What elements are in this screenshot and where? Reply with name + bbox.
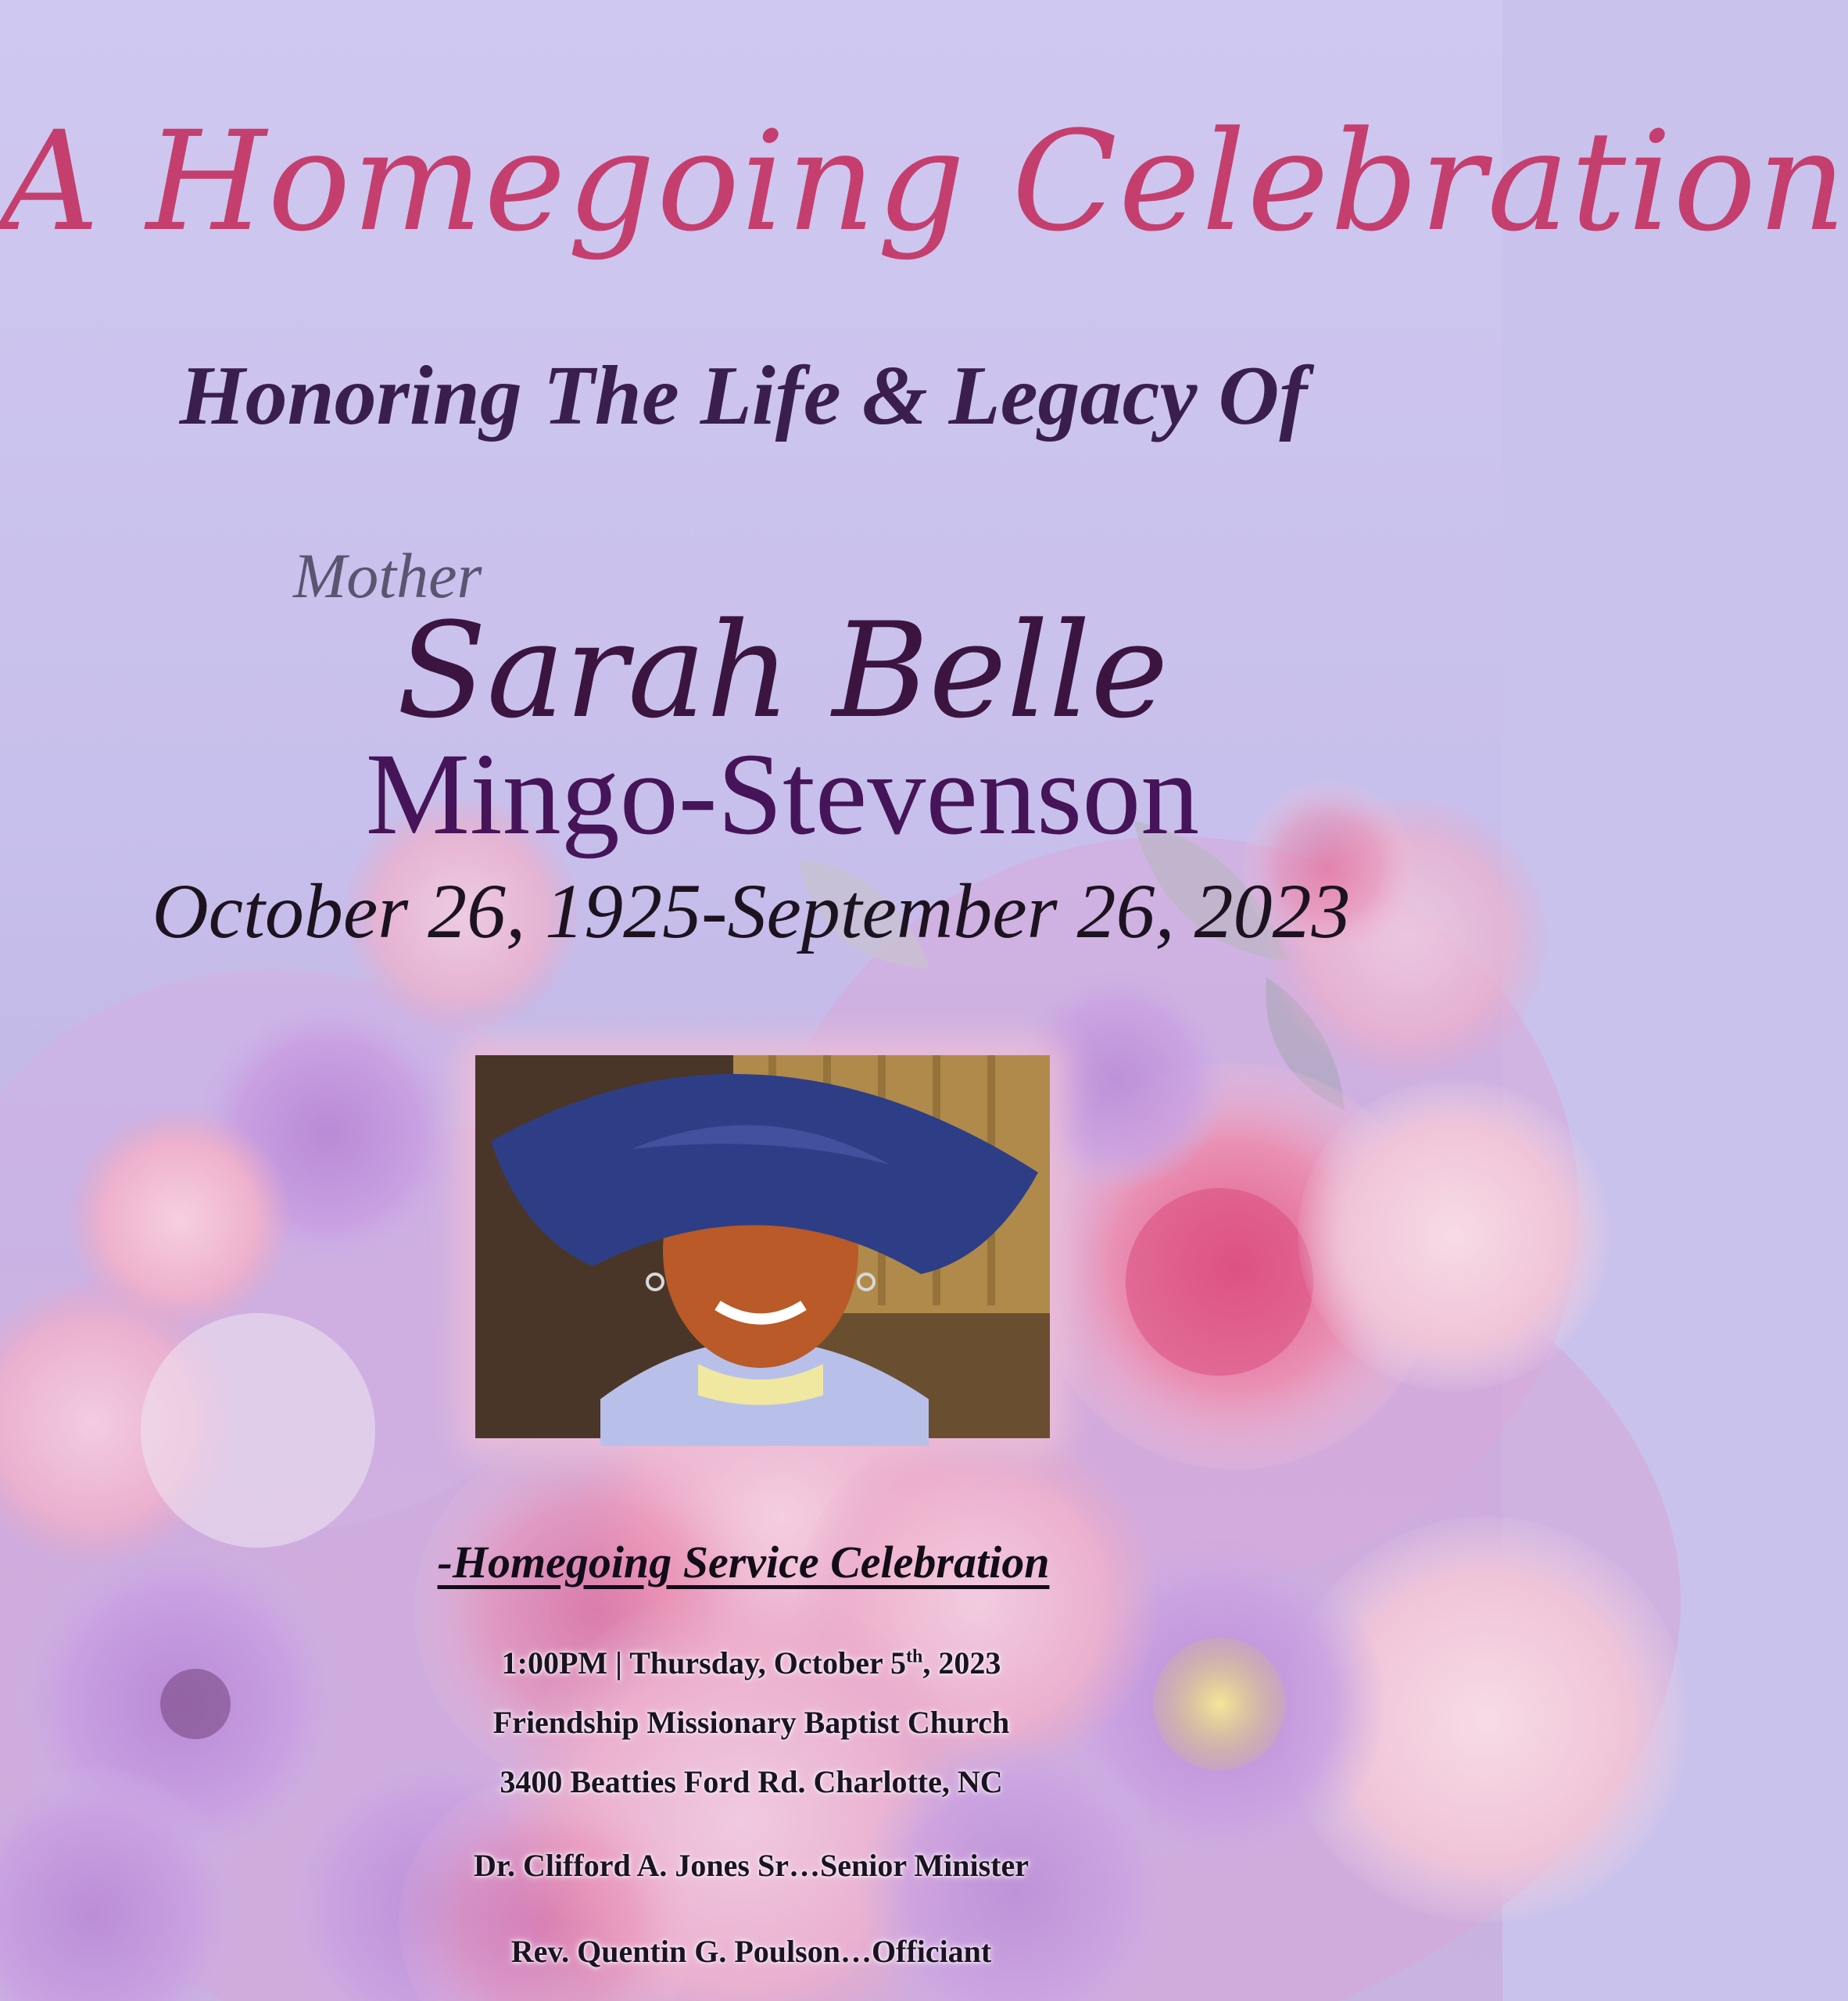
church-name: Friendship Missionary Baptist Church [492, 1705, 1010, 1740]
surname: Mingo-Stevenson [365, 729, 1200, 859]
subheading: Honoring The Life & Legacy Of [179, 349, 1308, 442]
service-time-day: 1:00PM | Thursday, October 5 [501, 1645, 906, 1681]
date-ordinal-suffix: th [906, 1646, 923, 1667]
service-time-date [0, 1645, 1502, 1681]
senior-minister: Dr. Clifford A. Jones Sr…Senior Minister [474, 1848, 1029, 1883]
honorific: Mother [293, 540, 482, 611]
headline: A Homegoing Celebration [0, 102, 1848, 262]
given-names: Sarah Belle [396, 594, 1169, 747]
service-year: , 2023 [922, 1645, 1001, 1681]
officiant: Rev. Quentin G. Poulson…Officiant [510, 1934, 992, 1969]
service-heading: -Homegoing Service Celebration [437, 1537, 1050, 1588]
church-address: 3400 Beatties Ford Rd. Charlotte, NC [500, 1764, 1003, 1799]
portrait-photo [475, 1055, 1050, 1438]
life-dates: October 26, 1925-September 26, 2023 [152, 868, 1351, 954]
